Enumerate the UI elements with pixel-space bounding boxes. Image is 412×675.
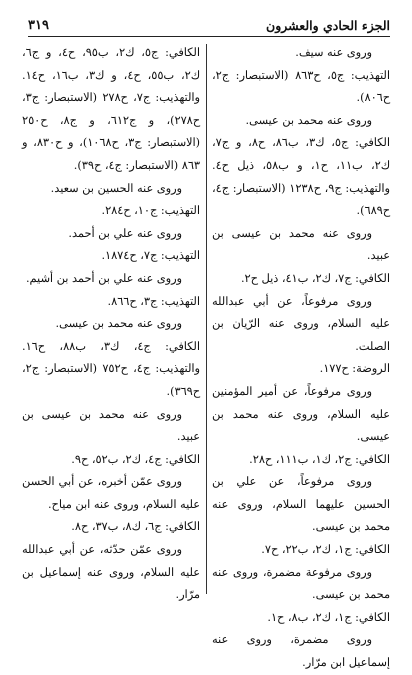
narration-line: وروى عمّن حدّثه، عن أبي عبدالله عليه السلام، وروى عنه إسماعيل بن مرّار.: [22, 543, 200, 602]
narration-line: وروى عنه محمد بن عيسى.: [55, 317, 182, 331]
narration-line: وروى عنه الحسين بن سعيد.: [50, 181, 182, 195]
narration-line: وروى مضمرة، وروى عنه إسماعيل ابن مرّار.: [212, 633, 390, 670]
column-divider: [206, 44, 207, 594]
narration-line: وروى عمّن أخبره، عن أبي الحسن عليه السلام، وروى عنه ابن مياح.: [22, 475, 200, 511]
page-header: [28, 14, 390, 37]
narration-line: وروى عنه محمد بن عيسى بن عبيد.: [22, 407, 200, 444]
narration-line: وروى مرفوعاً، عن علي بن الحسين عليهما السلام، وروى عنه محمد بن عيسى.: [212, 475, 390, 534]
reference-line: الكافي: ج٤، ك٢، ب٥٢، ح٩.: [71, 452, 200, 466]
page-number: ٣١٩: [28, 17, 49, 33]
narration-line: وروى عنه علي بن أحمد.: [68, 226, 182, 240]
reference-line: التهذيب: ج١٠، ح٢٨٤.: [101, 204, 200, 218]
reference-line: الكافي: ج٦، ك٨، ب٣٧، ح٨.: [71, 520, 200, 534]
narration-line: وروى عنه محمد بن عيسى.: [245, 113, 372, 127]
reference-line: التهذيب: ج٧، ح١٨٧٤.: [101, 249, 200, 263]
reference-line: الكافي: ج٥، ك٢، ب٩٥، ح٤، و ج٦، ك٢، ب٥٥، ح٤، و ك٣، ب١٦، ح١٤. والتهذيب: ج٧، ح٢٧٨ (الاستبصار: ج٣، ح٢٧٨)، و ج٦١٢، و ج٨، ح٢٥٠ (الاستبصار: ج٣، ح١٠٦٨)، و ح٨٣٠، و ٨٦٣ (الاستبصار: ج٤، ح٣٩).: [22, 46, 201, 172]
narration-line: وروى مرفوعة مضمرة، وروى عنه محمد بن عيسى.: [212, 565, 390, 602]
narration-line: وروى عنه محمد بن عيسى بن عبيد.: [212, 226, 390, 263]
narration-line: وروى مرفوعاً، عن أمير المؤمنين عليه السلام، وروى عنه محمد بن عيسى.: [212, 384, 390, 444]
reference-line: الكافي: ج٧، ك٢، ب٤١، ذيل ح٢.: [240, 271, 390, 285]
reference-line: الروضة: ح١٧٧.: [319, 362, 390, 376]
reference-line: التهذيب: ج٥، ح٨٦٣ (الاستبصار: ج٢، ح٨٠٦).: [212, 68, 391, 105]
right-column: [212, 42, 390, 675]
reference-line: الكافي: ج٥، ك٣، ب٨٦، ح٨، و ج٧، ك٢، ب١١، ح١، و ب٥٨، ذيل ح٤. والتهذيب: ج٩، ح١٢٣٨ (الاستبصار: ج٤، ح٦٨٩).: [212, 136, 391, 218]
reference-line: الكافي: ج١، ك٢، ب٨، ح١.: [267, 610, 390, 624]
reference-line: التهذيب: ج٣، ح٨٦٦.: [107, 294, 200, 308]
narration-line: وروى مرفوعاً، عن أبي عبدالله عليه السلام، وروى عنه الرّيان بن الصلت.: [212, 294, 390, 353]
reference-line: الكافي: ج٤، ك٣، ب٨٨، ح١٦. والتهذيب: ج٤، ح٧٥٢ (الاستبصار: ج٢، ح٣٦٩).: [22, 339, 200, 398]
left-column: [22, 42, 200, 607]
narration-line: وروى عنه سيف.: [295, 46, 372, 59]
reference-line: الكافي: ج٢، ك١، ب١١١، ح٢٨.: [249, 452, 390, 466]
narration-line: وروى عنه علي بن أحمد بن أشيم.: [25, 271, 182, 285]
reference-line: الكافي: ج١، ك٢، ب٢٢، ح٧.: [261, 543, 390, 557]
running-title: الجزء الحادي والعشرون: [266, 17, 390, 33]
